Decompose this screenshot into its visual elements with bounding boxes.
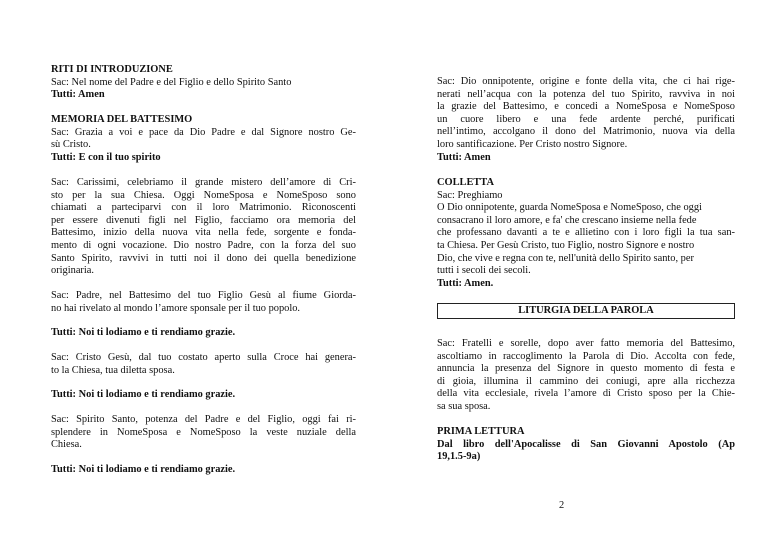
reading-source: Dal libro dell'Apocalisse di San Giovanni Apostolo (Ap [437,438,735,450]
collect-block [437,177,735,290]
text-line: per essere divenuti figli nel Figlio, facciamo ora memoria del [51,214,356,226]
text-line: chiamati a parteciparvi con il loro Matrimonio. Riconoscenti [51,202,356,214]
text-line: no hai rivelato al mondo l’amore sponsale per il tuo popolo. [51,302,301,314]
priest-line: Sac: Grazia a voi e pace da Dio Padre e dal Signore nostro Ge- [51,126,356,138]
section-heading: PRIMA LETTURA [437,426,525,437]
priest-line: Sac: Nel nome del Padre e del Figlio e dello Spirito Santo [51,76,292,88]
text-line: Sac: Cristo Gesù, dal tuo costato aperto sulla Croce hai genera- [51,352,356,363]
text-line: loro santificazione. Per Cristo nostro Signore. [437,138,628,150]
priest-introduction-paragraph [51,177,356,278]
text-line: sa sua sposa. [437,400,491,412]
response-text: Tutti: Noi ti lodiamo e ti rendiamo grazie. [51,464,236,475]
text-line: nerati nell’acqua con la potenza del tuo Spirito, ravviva in noi [437,88,735,100]
assembly-response: Tutti: Amen [437,151,491,163]
text-line: O Dio onnipotente, guarda NomeSposa e NomeSposo, che oggi [437,202,702,214]
text-line: Sac: Padre, nel Battesimo del tuo Figlio Gesù al fiume Giorda- [51,290,356,301]
text-line: Chiesa. [51,439,82,451]
text-line: sto per la sua Chiesa. Oggi NomeSposa e NomeSposo sono [51,189,356,201]
text-line: tutti i secoli dei secoli. [437,265,531,277]
text-line: Sac: Carissimi, celebriamo il grande mistero dell’amore di Cri- [51,177,356,188]
text-line: originaria. [51,265,94,277]
invocation-son [51,352,356,377]
assembly-response: Tutti: E con il tuo spirito [51,151,161,163]
text-line: Dio, che vive e regna con te, nell'unità dello Spirito santo, per [437,252,694,264]
section-heading: RITI DI INTRODUZIONE [51,64,173,75]
invocation-spirit [51,414,356,452]
text-line: ta Chiesa. Per Gesù Cristo, tuo Figlio, nostro Signore e nostro [437,239,695,251]
text-line: Sac: Preghiamo [437,189,503,201]
text-line: nell’intimo, accolgano il dono del Matrimonio, nuova via della [437,126,735,138]
priest-line: sù Cristo. [51,139,91,151]
text-line: annuncia la presenza del Signore in questo momento di festa e [437,363,735,375]
intro-rites-block [51,64,356,102]
assembly-response: Tutti: Amen. [437,277,494,289]
assembly-response-2 [51,389,356,402]
text-line: un cuore libero e una fede ardente perché, purificati [437,113,735,125]
text-line: consacrano il loro amore, e fa' che crescano insieme nella fede [437,214,697,226]
text-line: Battesimo, inizio della nuova vita nella fede, sorgente e fonda- [51,227,356,239]
section-heading: COLLETTA [437,177,494,188]
text-line: splendere in NomeSposa e NomeSposo la veste nuziale della [51,426,356,438]
reading-source: 19,1.5-9a) [437,451,481,463]
text-line: mento di ogni vocazione. Dio nostro Padre, con la forza del suo [51,239,356,251]
response-text: Tutti: Noi ti lodiamo e ti rendiamo grazie. [51,327,236,338]
page-number: 2 [559,500,565,511]
text-line: che professano davanti a te e allietino con i loro figli la tua san- [437,227,735,239]
text-line: di gioia, illumina il cammino dei coniugi, apre alla ricchezza [437,375,735,387]
first-reading-block [437,426,735,464]
text-line: Sac: Fratelli e sorelle, dopo aver fatto memoria del Battesimo, [437,338,735,349]
section-title-box: LITURGIA DELLA PAROLA [437,303,735,319]
invocation-father [51,290,356,315]
text-line: la grazie del Battesimo, e concedi a NomeSposa e NomeSposo [437,101,735,113]
section-heading: MEMORIA DEL BATTESIMO [51,114,193,125]
response-text: Tutti: Noi ti lodiamo e ti rendiamo grazie. [51,389,236,400]
text-line: to la Chiesa, tua diletta sposa. [51,364,175,376]
baptism-memorial-block [51,114,356,164]
assembly-response-1 [51,327,356,340]
assembly-response-3 [51,464,356,477]
baptism-prayer-block [437,76,735,164]
text-line: ascoltiamo in raccoglimento la Parola di Dio. Accolta con fede, [437,350,735,362]
liturgy-word-intro [437,338,735,414]
text-line: Sac: Dio onnipotente, origine e fonte della vita, che ci hai rige- [437,76,735,87]
text-line: della vita ecclesiale, rivela l’amore di Cristo sposo per la Chie- [437,388,735,400]
text-line: Sac: Spirito Santo, potenza del Padre e del Figlio, oggi fai ri- [51,414,356,425]
assembly-response: Tutti: Amen [51,89,105,101]
text-line: Santo Spirito, ravvivi in tutti noi il dono dei quella benedizione [51,252,356,264]
